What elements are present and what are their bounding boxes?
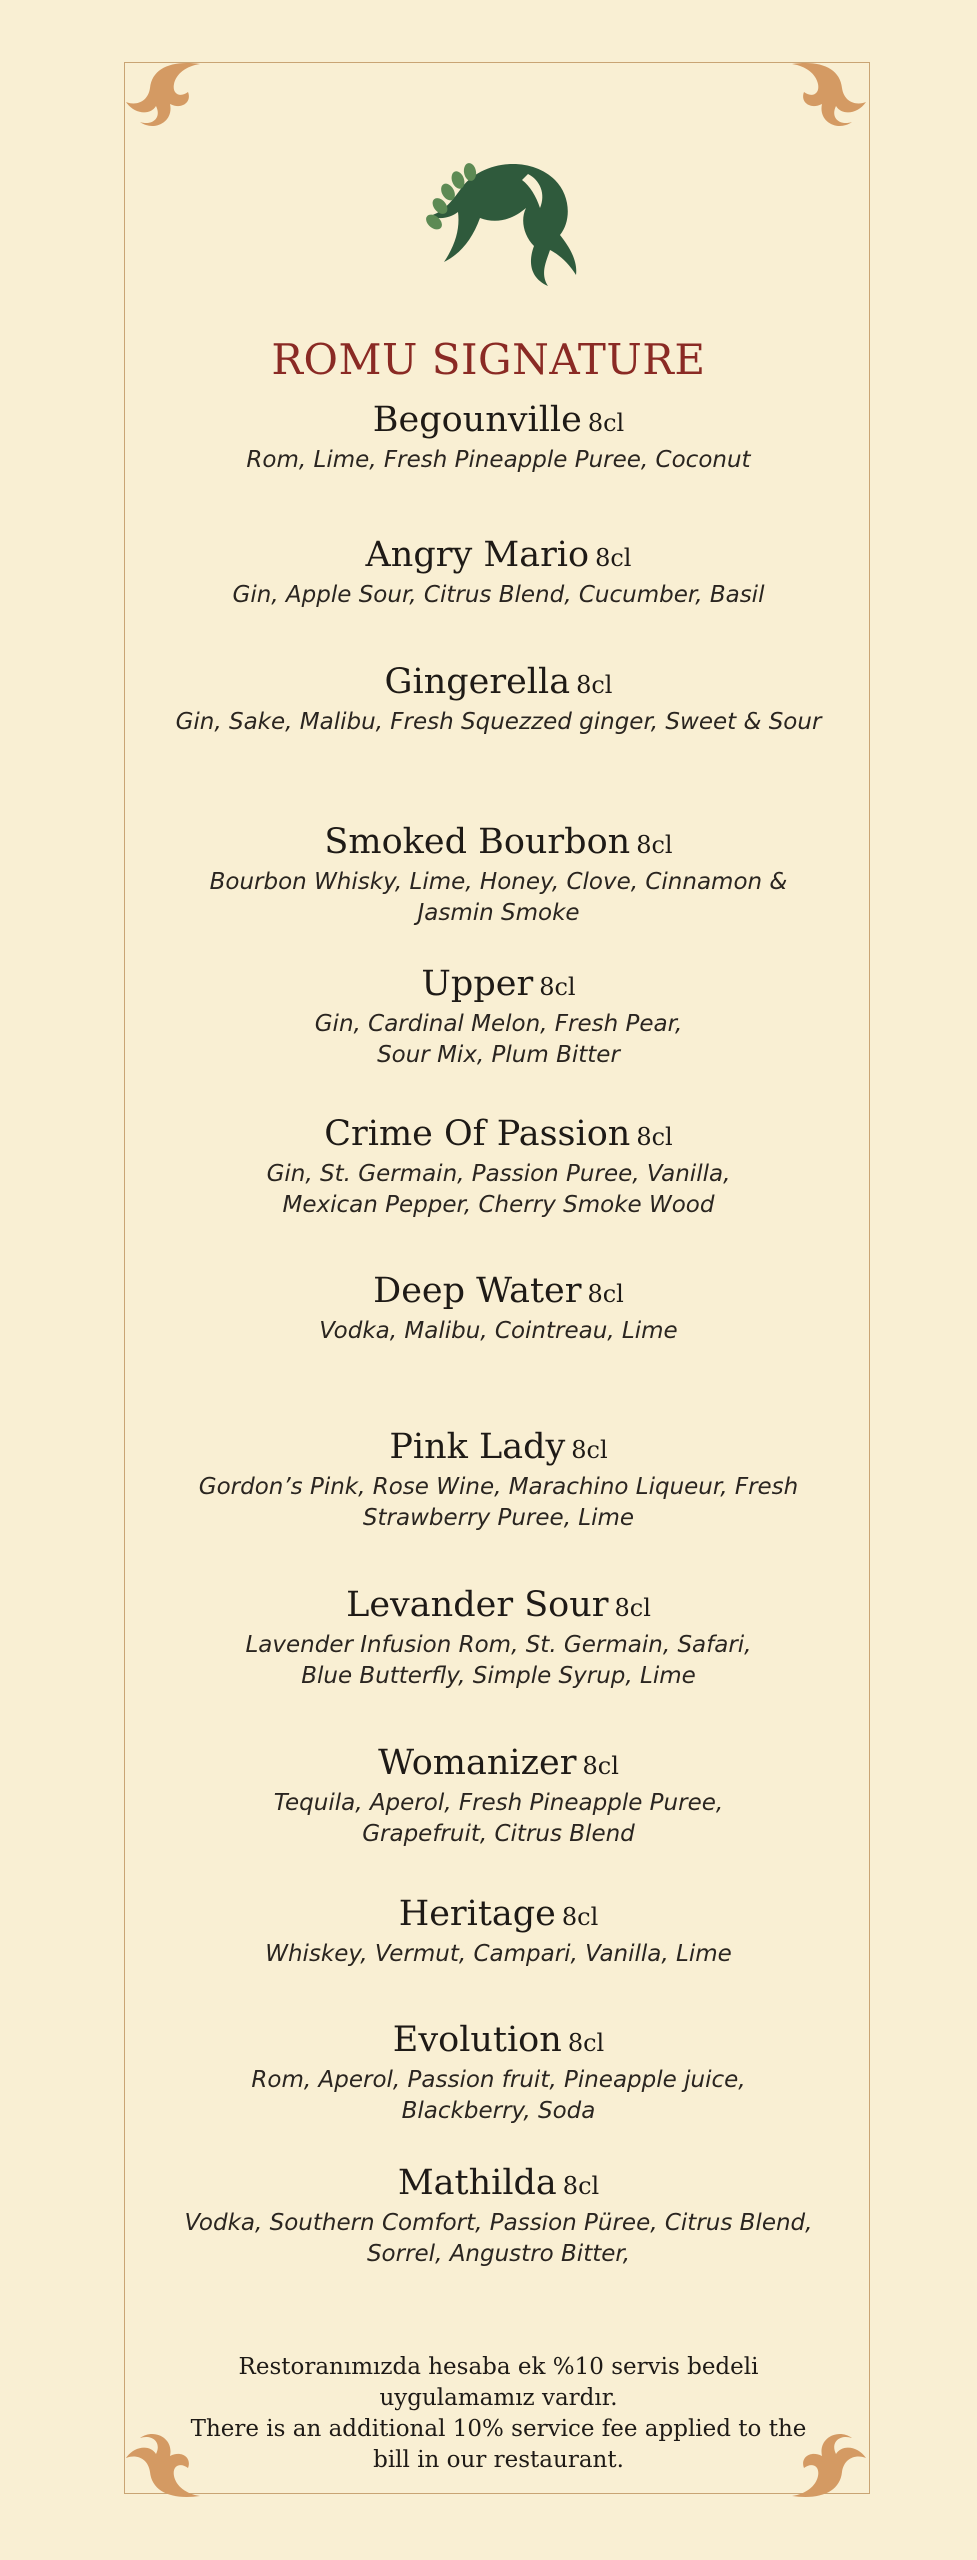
menu-item	[140, 398, 857, 476]
item-name: Crime Of Passion	[324, 1114, 631, 1154]
note-line: bill in our restaurant.	[373, 2447, 624, 2473]
item-ingredients: Gordon’s Pink, Rose Wine, Marachino Liqueur, Fresh	[198, 1474, 799, 1500]
menu-item	[140, 820, 857, 929]
item-size: 8cl	[636, 831, 673, 859]
item-size: 8cl	[539, 973, 576, 1001]
item-ingredients: Blackberry, Soda	[401, 2098, 596, 2124]
item-name-row	[140, 1425, 857, 1472]
item-ingredients: Rom, Aperol, Passion fruit, Pineapple juice,	[251, 2067, 746, 2093]
item-name: Begounville	[372, 400, 582, 440]
item-size: 8cl	[562, 2172, 600, 2200]
item-ingredients: Gin, Sake, Malibu, Fresh Squezzed ginger, Sweet & Sour	[175, 709, 822, 735]
item-name-row	[140, 1112, 857, 1159]
note-line: Restoranımızda hesaba ek %10 servis bedeli	[238, 2354, 759, 2380]
menu-item	[140, 1112, 857, 1221]
item-name: Levander Sour	[346, 1585, 609, 1625]
item-size: 8cl	[576, 671, 613, 699]
menu-item	[140, 962, 857, 1071]
item-name-row	[140, 398, 857, 445]
item-ingredients: Grapefruit, Citrus Blend	[362, 1821, 635, 1847]
item-ingredients: Gin, Apple Sour, Citrus Blend, Cucumber, Basil	[232, 582, 765, 608]
note-line: uygulamamız vardır.	[379, 2385, 618, 2411]
item-ingredients: Bourbon Whisky, Lime, Honey, Clove, Cinnamon &	[209, 869, 788, 895]
menu-item	[140, 660, 857, 738]
deer-leaf-logo-icon	[400, 150, 590, 290]
menu-item	[140, 533, 857, 611]
item-size: 8cl	[571, 1436, 608, 1464]
item-name: Pink Lady	[389, 1427, 566, 1467]
item-size: 8cl	[561, 1903, 599, 1931]
menu-item	[140, 2161, 857, 2270]
item-name-row	[140, 660, 857, 707]
service-fee-note	[160, 2352, 837, 2476]
menu-item	[140, 1892, 857, 1970]
item-size: 8cl	[582, 1752, 619, 1780]
item-ingredients: Gin, St. Germain, Passion Puree, Vanilla,	[266, 1161, 731, 1187]
item-name-row	[140, 1583, 857, 1630]
item-ingredients: Mexican Pepper, Cherry Smoke Wood	[282, 1192, 715, 1218]
corner-flourish-icon	[122, 58, 202, 128]
item-name: Deep Water	[373, 1271, 582, 1311]
item-ingredients: Lavender Infusion Rom, St. Germain, Safari,	[245, 1632, 752, 1658]
item-ingredients: Vodka, Southern Comfort, Passion Püree, Citrus Blend,	[184, 2210, 813, 2236]
item-size: 8cl	[587, 1280, 624, 1308]
menu-item	[140, 1741, 857, 1850]
item-size: 8cl	[567, 2029, 605, 2057]
item-name-row	[140, 1741, 857, 1788]
item-ingredients: Whiskey, Vermut, Campari, Vanilla, Lime	[265, 1941, 732, 1967]
item-name: Smoked Bourbon	[324, 822, 631, 862]
item-name-row	[140, 1892, 857, 1939]
item-ingredients: Gin, Cardinal Melon, Fresh Pear,	[314, 1011, 683, 1037]
item-ingredients: Rom, Lime, Fresh Pineapple Puree, Coconut	[246, 447, 751, 473]
menu-item	[140, 1425, 857, 1534]
menu-item	[140, 1583, 857, 1692]
item-name-row	[140, 2018, 857, 2065]
item-ingredients: Tequila, Aperol, Fresh Pineapple Puree,	[273, 1790, 724, 1816]
menu-item	[140, 2018, 857, 2127]
item-ingredients: Strawberry Puree, Lime	[362, 1505, 635, 1531]
item-name-row	[140, 1269, 857, 1316]
item-ingredients: Sour Mix, Plum Bitter	[377, 1042, 620, 1068]
item-ingredients: Jasmin Smoke	[417, 900, 580, 926]
item-ingredients: Sorrel, Angustro Bitter,	[366, 2241, 631, 2267]
item-name: Womanizer	[378, 1743, 577, 1783]
menu-item	[140, 1269, 857, 1347]
corner-flourish-icon	[790, 58, 870, 128]
item-ingredients: Blue Butterfly, Simple Syrup, Lime	[301, 1663, 696, 1689]
item-name: Mathilda	[397, 2163, 557, 2203]
item-name-row	[140, 820, 857, 867]
section-title: ROMU SIGNATURE	[271, 335, 706, 384]
item-name: Angry Mario	[365, 535, 590, 575]
note-line: There is an additional 10% service fee applied to the	[190, 2416, 807, 2442]
item-name: Gingerella	[384, 662, 571, 702]
item-name-row	[140, 962, 857, 1009]
item-name: Upper	[421, 964, 534, 1004]
item-size: 8cl	[595, 544, 632, 572]
item-size: 8cl	[587, 409, 625, 437]
item-name-row	[140, 2161, 857, 2208]
item-name-row	[140, 533, 857, 580]
item-name: Evolution	[392, 2020, 562, 2060]
item-size: 8cl	[614, 1594, 651, 1622]
item-name: Heritage	[398, 1894, 556, 1934]
item-ingredients: Vodka, Malibu, Cointreau, Lime	[319, 1318, 678, 1344]
item-size: 8cl	[636, 1123, 673, 1151]
